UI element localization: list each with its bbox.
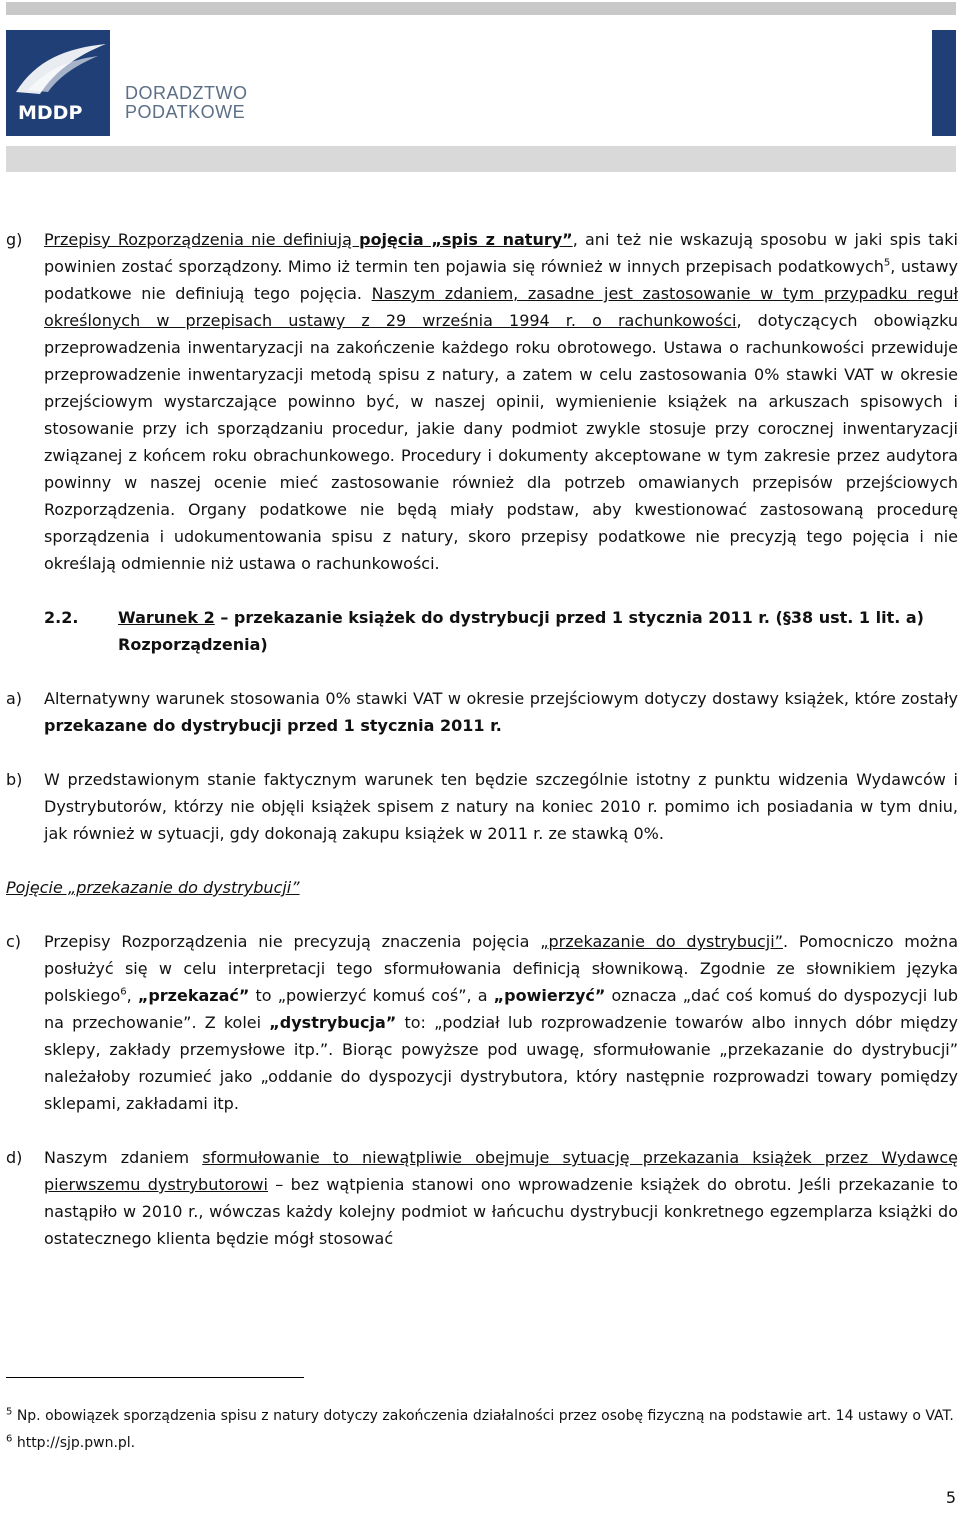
section-number: 2.2. xyxy=(44,608,79,627)
paragraph-a xyxy=(6,685,958,739)
footnote-5 xyxy=(6,1403,958,1430)
text-span: Przepisy Rozporządzenia nie definiują xyxy=(44,230,360,249)
header-divider xyxy=(6,146,956,172)
brand-line-1: DORADZTWO xyxy=(125,83,248,103)
text-span: , dotyczących obowiązku przeprowadzenia inwentaryzacji na zakończenie każdego roku obrotowego. Ustawa o rachunkowości przewiduje przeprowadzenie inwentaryzacji metodą spisu z natury, a zatem w celu zastosowania 0% stawki VAT w okresie przejściowym wystarczające powinno być, w naszej opinii, wymienienie książek na arkuszach spisowych i stosowanie przy ich sporządzaniu procedur, jakie dany podmiot zwykle stosuje przy corocznej inwentaryzacji związanej z końcem roku obrachunkowego. Procedury i dokumenty akceptowane w tym zakresie przez audytora powinny w naszej ocenie mieć zastosowanie również dla potrzeb omawianych przepisów przejściowych Rozporządzenia. Organy podatkowe nie będą miały podstaw, aby kwestionować zastosowaną procedurę sporządzenia i udokumentowania spisu z natury, skoro przepisy podatkowe nie precyzją tego pojęcia i nie określają odmiennie niż ustawa o rachunkowości. xyxy=(44,311,958,573)
footnote-text: http://sjp.pwn.pl. xyxy=(12,1435,136,1451)
item-label: c) xyxy=(6,932,22,951)
footnote-ref: 5 xyxy=(883,257,891,269)
footnote-divider xyxy=(6,1377,304,1378)
mddp-logo xyxy=(6,30,110,136)
section-title: – przekazanie książek do dystrybucji przed 1 stycznia 2011 r. (§38 ust. 1 lit. a) Rozporządzenia) xyxy=(118,608,924,654)
item-label: b) xyxy=(6,770,23,789)
footnote-6 xyxy=(6,1430,958,1457)
subheading: Pojęcie „przekazanie do dystrybucji” xyxy=(6,878,300,897)
document-body xyxy=(6,226,958,1252)
text-span: , xyxy=(126,986,138,1005)
bold-phrase: przekazane do dystrybucji przed 1 stycznia 2011 r. xyxy=(44,716,502,735)
page-number: 5 xyxy=(945,1488,956,1507)
section-title-underlined: Warunek 2 xyxy=(118,608,215,627)
footnote-number: 6 xyxy=(6,1433,13,1445)
paragraph-g xyxy=(6,226,958,577)
bold-term: „powierzyć” xyxy=(493,986,606,1005)
text-span: , ustawy podatkowe nie definiują tego pojęcia. xyxy=(44,257,959,303)
header-top-bar xyxy=(6,2,956,15)
text-span: Naszym zdaniem xyxy=(44,1148,203,1167)
bold-term: „przekazać” xyxy=(137,986,250,1005)
logo-text: MDDP xyxy=(18,102,83,124)
header-side-block xyxy=(932,30,956,136)
paragraph-d xyxy=(6,1144,958,1252)
item-label: a) xyxy=(6,689,23,708)
brand-line-2: PODATKOWE xyxy=(125,102,246,122)
opinion-underlined: Naszym zdaniem, zasadne jest zastosowanie w tym przypadku reguł określonych w przepisach ustawy z 29 września 1994 r. o rachunkowości xyxy=(44,284,959,330)
text-span: to: „podział lub rozprowadzenie towarów albo innych dóbr między sklepy, zakłady przemysłowe itp.”. Biorąc powyższe pod uwagę, sformułowanie „przekazanie do dystrybucji” należałoby rozumieć jako „oddanie do dyspozycji dystrybutora, który następnie rozprowadzi towary pomiędzy sklepami, zakładami itp. xyxy=(44,1013,958,1113)
item-label: g) xyxy=(6,230,23,249)
text-span: Przepisy Rozporządzenia nie precyzują znaczenia pojęcia xyxy=(44,932,541,951)
text-span: – bez wątpienia stanowi ono wprowadzenie książek do obrotu. Jeśli przekazanie to nastąpiło w 2010 r., wówczas każdy kolejny podmiot w łańcuchu dystrybucji konkretnego egzemplarza książki do ostatecznego klienta będzie mógł stosować xyxy=(44,1175,959,1248)
item-label: d) xyxy=(6,1148,23,1167)
footnotes xyxy=(6,1403,958,1457)
text-span: , ani też nie wskazują sposobu w jaki spis taki powinien zostać sporządzony. Mimo iż termin ten pojawia się również w innych przepisach podatkowych xyxy=(44,230,958,276)
text-span: oznacza „dać coś komuś do dyspozycji lub na przechowanie”. Z kolei xyxy=(44,986,958,1032)
text-span: W przedstawionym stanie faktycznym warunek ten będzie szczególnie istotny z punktu widzenia Wydawców i Dystrybutorów, którzy nie objęli książek spisem z natury na koniec 2010 r. pomimo ich posiadania w tym dniu, jak również w sytuacji, gdy dokonają zakupu książek w 2011 r. ze stawką 0%. xyxy=(44,770,958,843)
bold-term: „dystrybucja” xyxy=(269,1013,397,1032)
section-heading xyxy=(6,604,958,658)
text-span: Alternatywny warunek stosowania 0% stawki VAT w okresie przejściowym dotyczy dostawy książek, które zostały xyxy=(44,689,958,708)
text-span: to „powierzyć komuś coś”, a xyxy=(249,986,494,1005)
paragraph-c xyxy=(6,928,958,1117)
underlined-phrase: sformułowanie to niewątpliwie obejmuje sytuację przekazania książek przez Wydawcę pierwszemu dystrybutorowi xyxy=(44,1148,958,1194)
underlined-term: „przekazanie do dystrybucji” xyxy=(540,932,783,951)
footnote-number: 5 xyxy=(6,1406,13,1418)
brand-name xyxy=(125,84,247,122)
text-span: . Pomocniczo można posłużyć się w celu interpretacji tego sformułowania definicją słownikową. Zgodnie ze słownikiem języka polskiego xyxy=(44,932,958,1005)
paragraph-b xyxy=(6,766,958,847)
term-spis-z-natury: pojęcia „spis z natury” xyxy=(359,230,573,249)
footnote-ref: 6 xyxy=(120,986,127,998)
footnote-text: Np. obowiązek sporządzenia spisu z natury dotyczy zakończenia działalności przez osobę fizyczną na podstawie art. 14 ustawy o VAT. xyxy=(12,1408,954,1424)
